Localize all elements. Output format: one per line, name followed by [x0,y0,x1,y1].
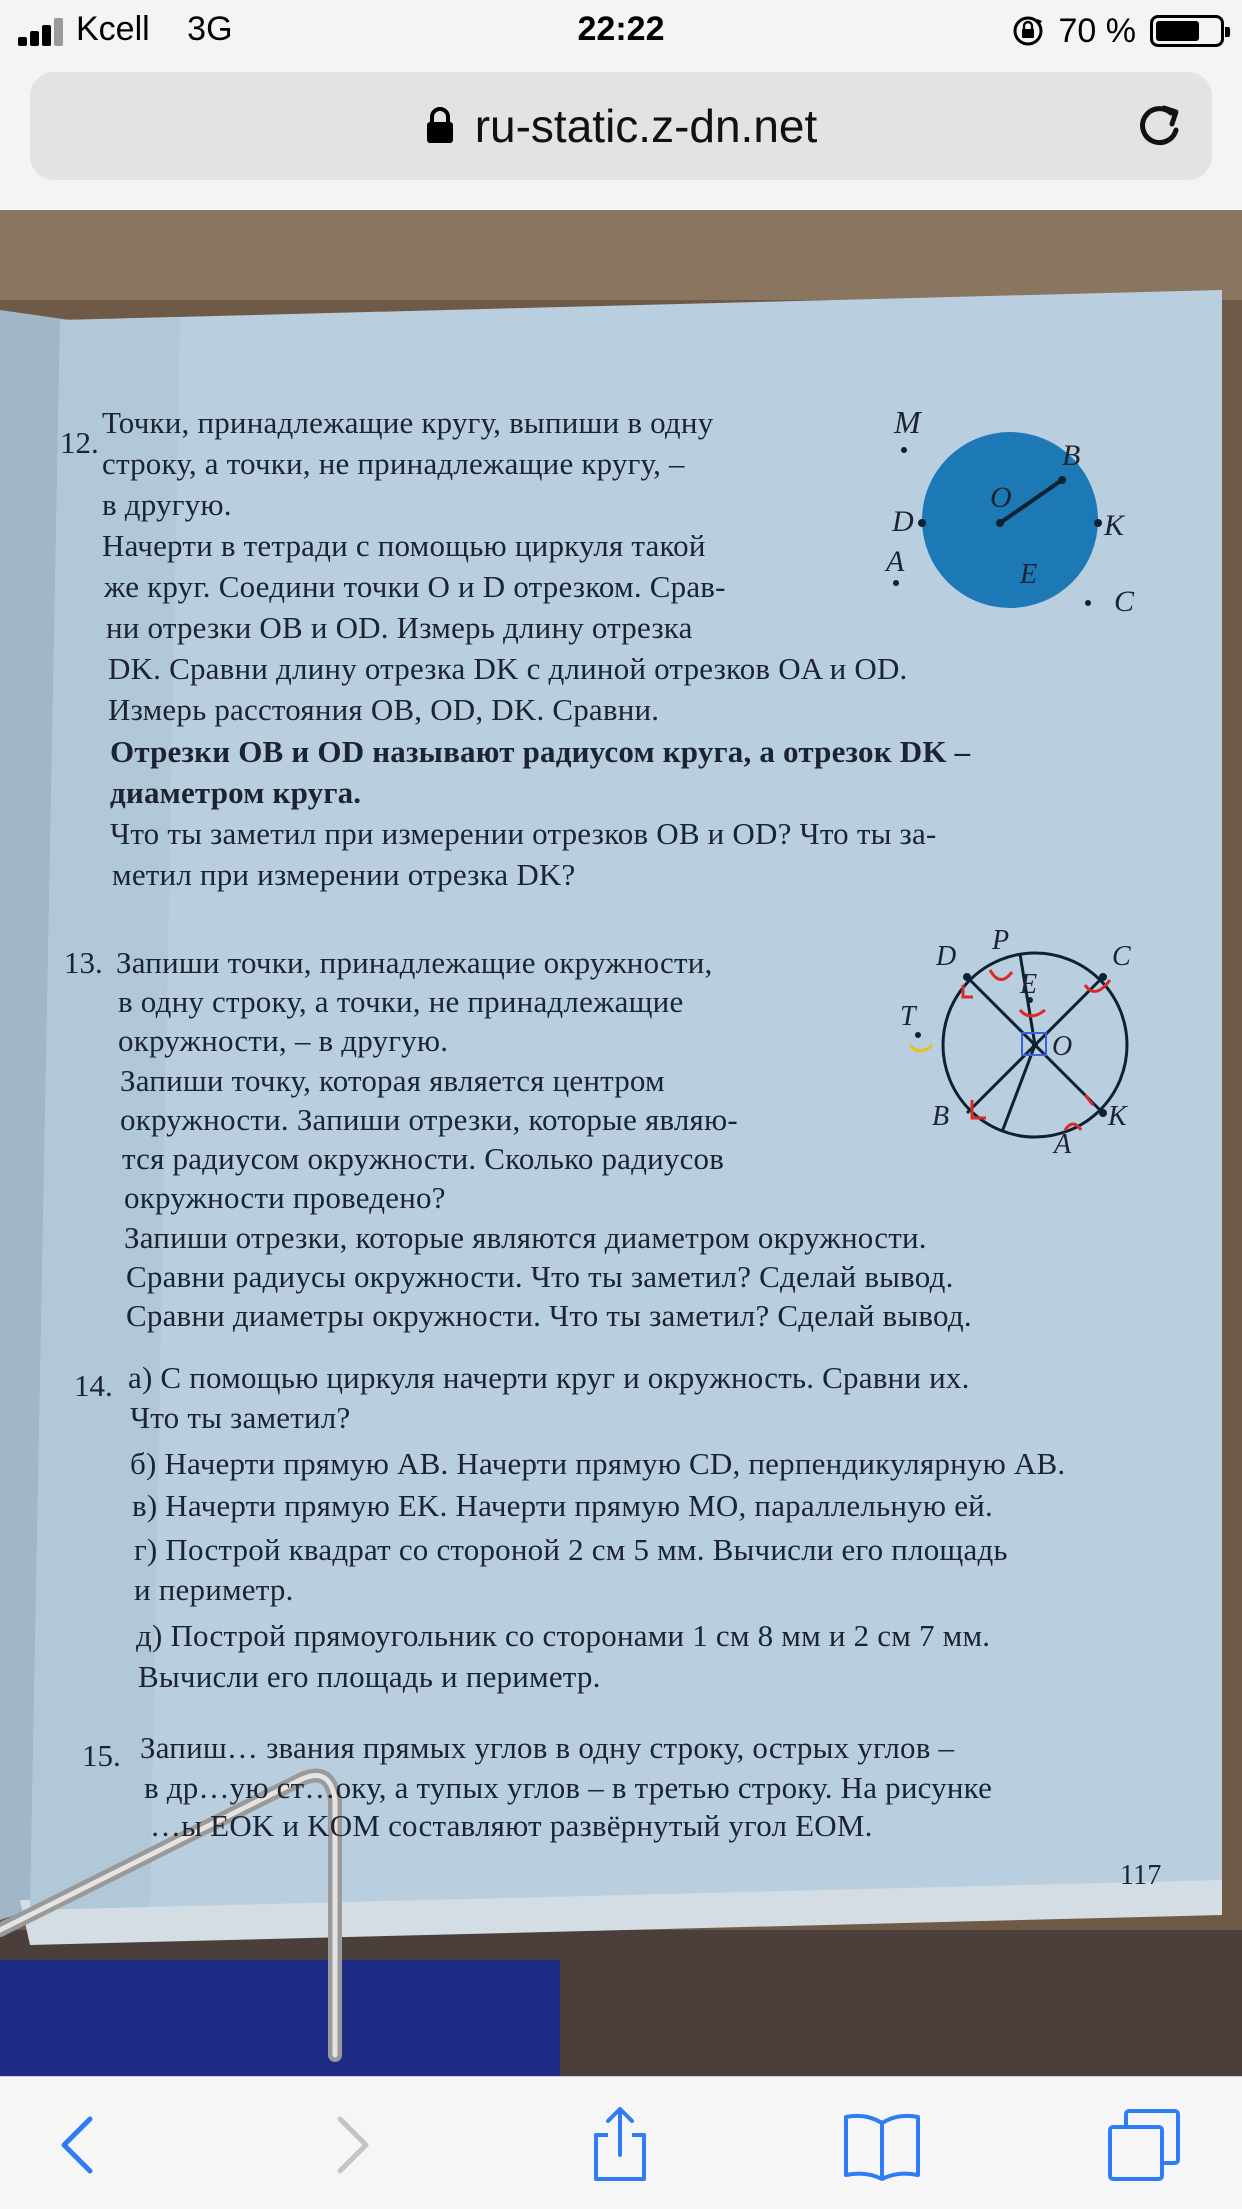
text-line: г) Построй квадрат со стороной 2 см 5 мм. Вычисли его площадь [134,1532,1008,1567]
task-number: 12. [60,425,99,460]
browser-toolbar [0,2076,1242,2209]
label-k: K [1104,509,1125,542]
text-line: в др…ую ст…оку, а тупых углов – в третью строку. На рисунке [144,1770,993,1805]
text-line: Запиши отрезки, которые являются диаметром окружности. [124,1220,927,1255]
padlock-icon [425,107,455,145]
text-line: в другую. [102,487,232,522]
text-line: Что ты заметил при измерении отрезков OB и OD? Что ты за- [110,816,937,851]
textbook-page [0,210,1242,2076]
text-line: Измерь расстояния OB, OD, DK. Сравни. [108,692,660,727]
task-number: 14. [74,1368,113,1403]
point-b [1058,476,1066,484]
reload-icon[interactable] [1134,100,1186,152]
text-line: Запиши точки, принадлежащие окружности, [116,945,713,980]
text-line: же круг. Соедини точки O и D отрезком. Срав- [104,569,726,604]
text-line: Запиши точку, которая является центром [120,1063,665,1098]
text-line: тся радиусом окружности. Сколько радиусов [122,1141,725,1176]
text-line: Начерти в тетради с помощью циркуля такой [102,528,706,563]
label-a: A [1054,1129,1072,1155]
point-a [893,580,899,586]
text-line: Запиш… звания прямых углов в одну строку, острых углов – [140,1730,955,1765]
label-o: O [1052,1031,1073,1062]
label-c: C [1114,585,1135,618]
label-b: B [932,1101,950,1132]
point-t [915,1032,921,1038]
battery-percent: 70 % [1058,11,1136,50]
text-line: строку, а точки, не принадлежащие кругу, – [102,446,685,481]
label-e: E [1020,969,1038,1000]
label-o: O [990,481,1012,514]
pen-mark [1020,1010,1045,1016]
text-line-bold: диаметром круга. [110,775,362,810]
text-line: д) Построй прямоугольник со сторонами 1 см 8 мм и 2 см 7 мм. [136,1618,991,1653]
text-line: окружности проведено? [124,1180,446,1215]
label-d: D [892,505,914,538]
text-line: окружности. Запиши отрезки, которые являю- [120,1102,738,1137]
clock: 22:22 [577,10,665,48]
photo-content [0,210,1242,2076]
battery-icon [1150,15,1224,47]
share-icon[interactable] [580,2105,660,2185]
point-k [1094,519,1102,527]
label-p: P [992,925,1010,956]
text-line: Сравни радиусы окружности. Что ты заметил? Сделай вывод. [126,1259,954,1294]
text-line: в) Начерти прямую EK. Начерти прямую MO, параллельную ей. [132,1488,993,1523]
label-a: A [886,545,905,578]
text-line: окружности, – в другую. [118,1023,449,1058]
point-c [1085,600,1091,606]
text-line: а) С помощью циркуля начерти круг и окружность. Сравни их. [128,1360,970,1395]
circle-diagram-13 [880,925,1170,1155]
tabs-icon[interactable] [1104,2105,1184,2185]
text-line: DK. Сравни длину отрезка DK с длиной отрезков OA и OD. [108,651,908,686]
label-b: B [1062,439,1081,472]
task-number: 15. [82,1738,121,1773]
label-m: M [894,404,921,440]
label-t: T [900,1001,916,1032]
text-line: Сравни диаметры окружности. Что ты заметил? Сделай вывод. [126,1298,972,1333]
url-text[interactable]: ru-static.z-dn.net [474,100,818,152]
text-line: Что ты заметил? [130,1400,351,1435]
text-line: б) Начерти прямую AB. Начерти прямую CD, перпендикулярную AB. [130,1446,1066,1481]
network-type: 3G [187,10,233,48]
pen-mark-yellow [910,1045,932,1051]
task-number: 13. [64,945,103,980]
pen-mark [990,970,1012,980]
status-bar [0,0,1242,62]
back-icon[interactable] [40,2105,120,2185]
bookmarks-icon[interactable] [842,2105,922,2185]
point-o [996,519,1004,527]
page-number: 117 [1120,1860,1162,1891]
point-m [901,447,907,453]
address-bar[interactable] [30,72,1212,180]
rotation-lock-icon [1011,14,1045,48]
label-d: D [936,941,957,972]
label-e: E [1020,559,1038,590]
text-line: Точки, принадлежащие кругу, выпиши в одну [102,405,714,440]
carrier-name: Kcell [76,10,150,48]
radius-oa [1002,1045,1035,1132]
label-k: K [1108,1101,1127,1132]
label-c: C [1112,941,1131,972]
text-line: ни отрезки OB и OD. Измерь длину отрезка [106,610,693,645]
point-d [918,519,926,527]
text-line: в одну строку, а точки, не принадлежащие [118,984,684,1019]
text-line-bold: Отрезки OB и OD называют радиусом круга, а отрезок DK – [110,734,971,769]
circle-diagram-12 [870,385,1160,635]
text-line: Вычисли его площадь и периметр. [138,1659,601,1694]
forward-icon[interactable] [310,2105,390,2185]
pen-mark [963,985,973,997]
text-line: …ы EOK и KOM составляют развёрнутый угол EOM. [150,1808,873,1843]
text-line: и периметр. [134,1572,294,1607]
text-line: метил при измерении отрезка DK? [112,857,576,892]
